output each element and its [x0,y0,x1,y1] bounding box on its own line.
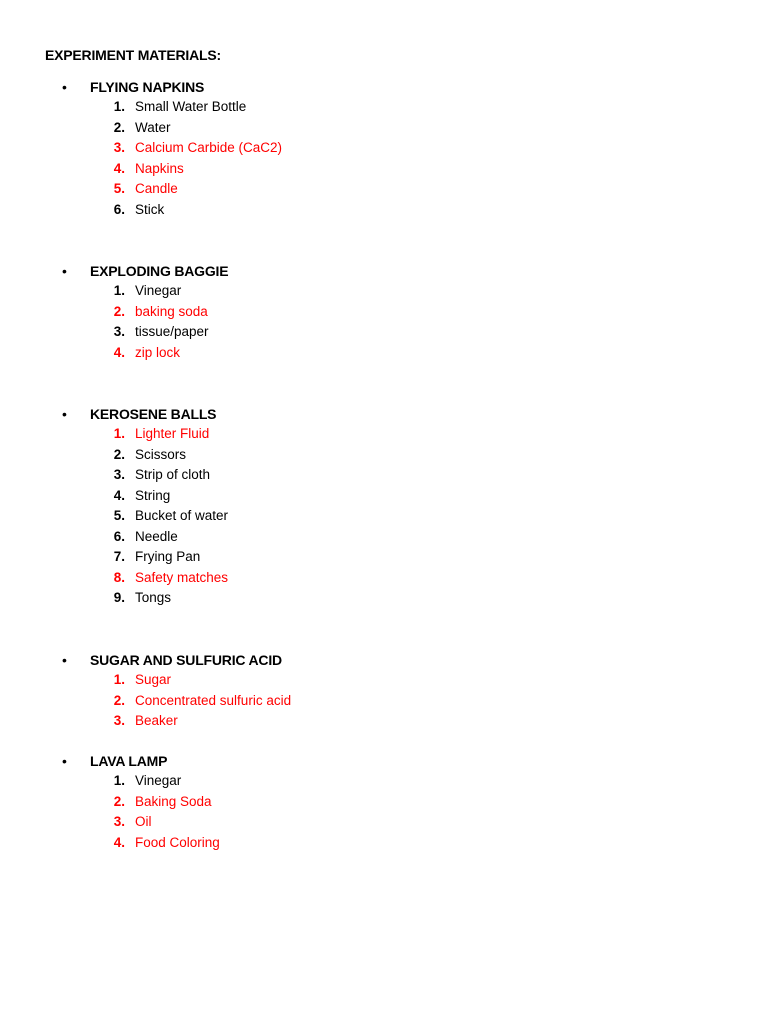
list-item-text: Needle [135,528,178,544]
list-item-number: 9. [113,590,125,605]
list-item-text: Safety matches [135,569,229,585]
list-item-text: Scissors [135,446,187,462]
list-item-text: Concentrated sulfuric acid [135,692,292,708]
section-0 [0,77,768,220]
list-item-number: 3. [113,713,125,728]
list-item-number: 4. [113,344,125,360]
section-title: SUGAR AND SULFURIC ACID [90,652,282,668]
section-2 [0,404,768,609]
list-item-text: Beaker [135,713,178,728]
section-heading [0,77,768,97]
list-item [0,179,768,200]
section-title: LAVA LAMP [90,753,168,769]
list-item-text: Napkins [135,160,184,176]
list-item [0,302,768,323]
list-item-number: 1. [113,99,125,114]
list-item-text: zip lock [135,344,181,360]
list-item-number: 4. [113,834,125,850]
list-item-number: 6. [113,201,125,217]
list-item-number: 3. [113,140,125,155]
bullet-icon: • [62,263,67,279]
bullet-icon: • [62,652,67,668]
section-title: KEROSENE BALLS [90,406,217,422]
list-item-text: Water [135,119,171,135]
section-heading [0,404,768,424]
list-item-text: String [135,487,171,503]
section-title: EXPLODING BAGGIE [90,263,229,279]
bullet-icon: • [62,79,67,95]
list-item [0,486,768,507]
bullet-icon: • [62,406,67,422]
list-item-number: 2. [113,793,125,809]
list-item [0,200,768,221]
list-item [0,118,768,139]
list-item [0,322,768,343]
list-item-number: 2. [113,446,125,462]
list-item [0,138,768,159]
section-1 [0,261,768,363]
list-item [0,97,768,118]
list-item-number: 3. [113,467,125,482]
list-item-text: Food Coloring [135,834,220,850]
list-item-text: Bucket of water [135,508,229,523]
list-item-text: Oil [135,814,152,829]
list-item-text: Vinegar [135,283,182,298]
materials-list [0,424,768,609]
section-heading [0,751,768,771]
list-item-number: 1. [113,426,125,441]
list-item-number: 1. [113,672,125,687]
list-item-text: Vinegar [135,773,182,788]
list-item [0,343,768,364]
list-item-text: Sugar [135,672,172,687]
materials-list [0,670,768,732]
section-heading [0,261,768,281]
list-item [0,691,768,712]
list-item-text: Frying Pan [135,549,201,564]
list-item-text: baking soda [135,303,208,319]
list-item-number: 7. [113,549,125,564]
list-item-text: Small Water Bottle [135,99,247,114]
list-item-text: Candle [135,181,178,196]
list-item-number: 4. [113,160,125,176]
list-item-number: 4. [113,487,125,503]
list-item [0,527,768,548]
bullet-icon: • [62,753,67,769]
list-item-number: 3. [113,814,125,829]
section-title: FLYING NAPKINS [90,79,205,95]
list-item [0,771,768,792]
list-item-number: 5. [113,181,125,196]
list-item [0,670,768,691]
list-item [0,568,768,589]
list-item-number: 2. [113,303,125,319]
list-item [0,711,768,732]
list-item [0,833,768,854]
list-item [0,424,768,445]
list-item-number: 2. [113,692,125,708]
list-item-number: 8. [113,569,125,585]
list-item-text: Lighter Fluid [135,426,210,441]
list-item-number: 6. [113,528,125,544]
section-4 [0,751,768,853]
list-item-number: 1. [113,283,125,298]
list-item [0,506,768,527]
list-item-text: Stick [135,201,165,217]
list-item-text: Tongs [135,590,172,605]
list-item-number: 2. [113,119,125,135]
list-item-number: 3. [113,324,125,339]
document-title: EXPERIMENT MATERIALS: [45,47,221,63]
list-item [0,159,768,180]
list-item-number: 5. [113,508,125,523]
materials-list [0,771,768,853]
list-item-number: 1. [113,773,125,788]
section-3 [0,650,768,732]
materials-list [0,281,768,363]
list-item [0,812,768,833]
list-item [0,281,768,302]
section-heading [0,650,768,670]
list-item-text: tissue/paper [135,324,209,339]
list-item [0,547,768,568]
list-item-text: Calcium Carbide (CaC2) [135,140,283,155]
list-item [0,465,768,486]
list-item-text: Baking Soda [135,793,212,809]
list-item [0,588,768,609]
list-item [0,445,768,466]
list-item-text: Strip of cloth [135,467,211,482]
materials-list [0,97,768,220]
list-item [0,792,768,813]
